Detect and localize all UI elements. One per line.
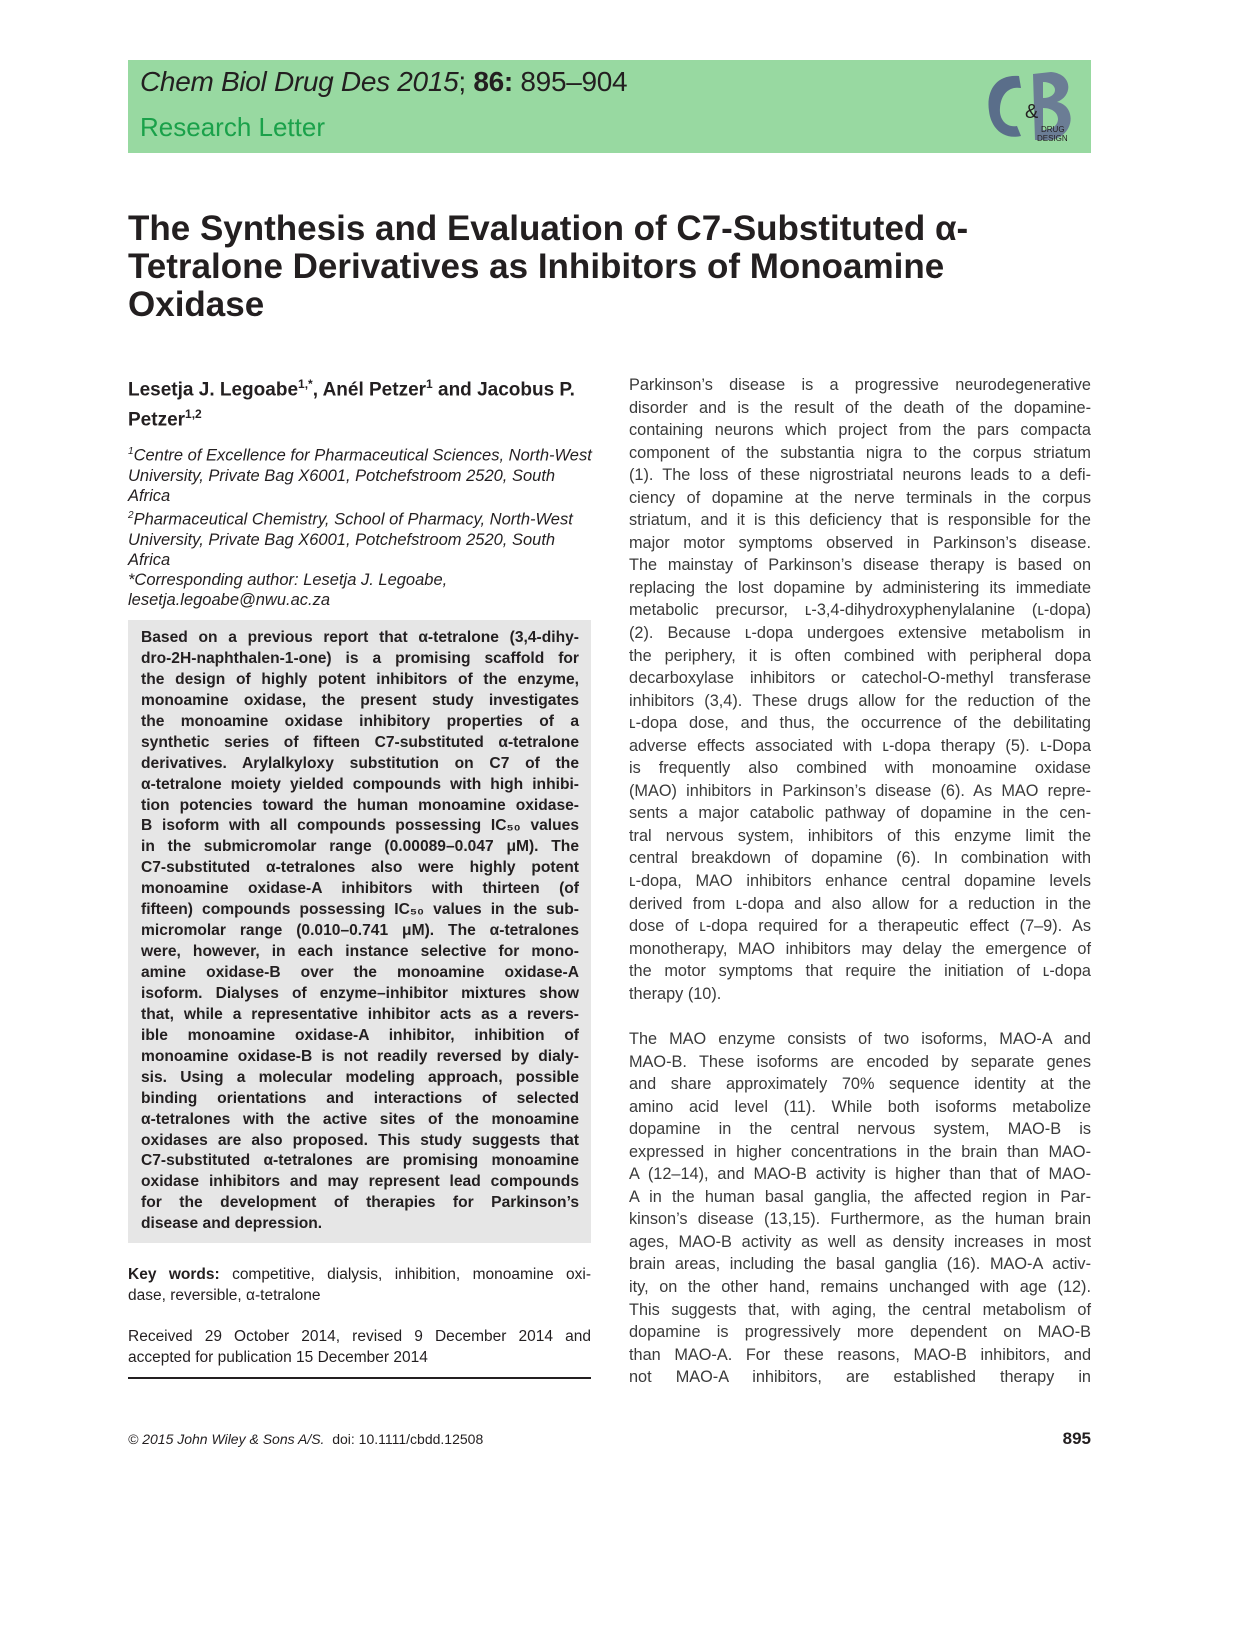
text-line: in the submicromolar range (0.00089–0.047 μM). The <box>141 838 579 856</box>
text-line: tral nervous system, inhibitors of this enzyme limit the <box>629 826 1091 845</box>
text-line: oxidases are also proposed. This study suggests that <box>141 1131 579 1149</box>
author-list <box>128 372 598 433</box>
text-line: expressed in higher concentrations in the brain than MAO- <box>629 1142 1091 1161</box>
text-line: than MAO-A. For these reasons, MAO-B inhibitors, and <box>629 1345 1091 1364</box>
journal-citation <box>140 66 627 98</box>
text-line: accepted for publication 15 December 2014 <box>128 1349 428 1366</box>
text-line: the motor symptoms that require the initiation of ʟ-dopa <box>629 962 1091 981</box>
text-line: dose of ʟ-dopa required for a therapeutic effect (7–9). As <box>629 917 1091 936</box>
text-line: inhibitors (3,4). These drugs allow for the reduction of the <box>629 691 1091 710</box>
text-line: (MAO) inhibitors in Parkinson’s disease (6). As MAO repre- <box>629 781 1091 800</box>
text-line: replacing the lost dopamine by administering its immediate <box>629 578 1091 597</box>
text-line: brain areas, including the basal ganglia (16). MAO-A activ- <box>629 1255 1091 1274</box>
text-line: is frequently also combined with monoamine oxidase <box>629 759 1091 778</box>
text-line: α-tetralones with the active sites of the monoamine <box>141 1110 579 1128</box>
text-line: isoform. Dialyses of enzyme–inhibitor mixtures show <box>141 984 579 1002</box>
text-line: the design of highly potent inhibitors of the enzyme, <box>141 670 579 688</box>
text-line: monoamine oxidase-A inhibitors with thirteen (of <box>141 880 579 898</box>
text-line: monotherapy, MAO inhibitors may delay the emergence of <box>629 939 1091 958</box>
keywords-label: Key words: <box>128 1266 220 1283</box>
affiliations <box>128 442 598 611</box>
text-line: ages, MAO-B activity as well as density increases in most <box>629 1232 1091 1251</box>
text-line: containing neurons which project from the pars compacta <box>629 421 1091 440</box>
text-line: derived from ʟ-dopa and also allow for a reduction in the <box>629 894 1091 913</box>
text-line: that, while a representative inhibitor acts as a revers- <box>141 1005 579 1023</box>
separator: ; <box>458 66 466 97</box>
text-line: fifteen) compounds possessing IC₅₀ values in the sub- <box>141 901 579 919</box>
copyright: © 2015 John Wiley & Sons A/S. <box>128 1431 325 1447</box>
text-line: kinson’s disease (13,15). Furthermore, as the human brain <box>629 1210 1091 1229</box>
text-line: sents a major catabolic pathway of dopamine in the cen- <box>629 804 1091 823</box>
text-line: micromolar range (0.010–0.741 μM). The α-tetralones <box>141 922 579 940</box>
text-line: B isoform with all compounds possessing IC₅₀ values <box>141 817 579 835</box>
abstract-text <box>141 628 579 1235</box>
text-line: oxidase inhibitors and may represent lead compounds <box>141 1173 579 1191</box>
svg-text:DESIGN: DESIGN <box>1037 134 1068 143</box>
text-line: This suggests that, with aging, the central metabolism of <box>629 1300 1091 1319</box>
text-line: amino acid level (11). While both isoforms metabolize <box>629 1097 1091 1116</box>
text-line: MAO-B. These isoforms are encoded by separate genes <box>629 1052 1091 1071</box>
text-line: ʟ-dopa dose, and thus, the occurrence of the debilitating <box>629 714 1091 733</box>
body-paragraph-2 <box>629 1028 1091 1389</box>
text-line: C7-substituted α-tetralones are promising monoamine <box>141 1152 579 1170</box>
affiliation-mark: 1 <box>128 446 134 457</box>
article-type: Research Letter <box>140 112 325 142</box>
divider <box>128 1377 591 1379</box>
affiliation-1 <box>128 442 598 506</box>
author-separator: , <box>312 379 323 401</box>
text-line: The MAO enzyme consists of two isoforms, MAO-A and <box>629 1030 1091 1048</box>
text-line: were, however, in each instance selective for mono- <box>141 943 579 961</box>
text-line: ity, on the other hand, remains unchanged with age (12). <box>629 1278 1091 1297</box>
text-line: ʟ-dopa, MAO inhibitors enhance central dopamine levels <box>629 872 1091 891</box>
text-line: dopamine is progressively more dependent on MAO-B <box>629 1323 1091 1342</box>
text-line: amine oxidase-B over the monoamine oxidase-A <box>141 964 579 981</box>
text-line: therapy (10). <box>629 984 722 1003</box>
text-line: decarboxylase inhibitors or catechol-O-methyl transferase <box>629 669 1091 688</box>
text-line: the periphery, it is often combined with peripheral dopa <box>629 646 1091 665</box>
text-line: sis. Using a molecular modeling approach, possible <box>141 1068 579 1086</box>
text-line: Received 29 October 2014, revised 9 December 2014 and <box>128 1328 591 1345</box>
text-line: dase, reversible, α-tetralone <box>128 1287 321 1304</box>
text-line: The mainstay of Parkinson’s disease therapy is based on <box>629 556 1091 575</box>
text-line: Parkinson’s disease is a progressive neurodegenerative <box>629 376 1091 394</box>
text-line: monoamine oxidase-B is not readily reversed by dialy- <box>141 1047 579 1065</box>
text-line: striatum, and it is this deficiency that is responsible for the <box>629 511 1091 530</box>
text-line: Based on a previous report that α-tetralone (3,4-dihy- <box>141 629 579 646</box>
journal-name: Chem Biol Drug Des 2015 <box>140 66 459 97</box>
text-line: the monoamine oxidase inhibitory properties of a <box>141 712 579 730</box>
text-line: not MAO-A inhibitors, are established therapy in <box>629 1368 1091 1387</box>
text-line: dopamine in the central nervous system, MAO-B is <box>629 1120 1091 1139</box>
text-line: disease and depression. <box>141 1215 323 1233</box>
text-line: C7-substituted α-tetralones also were highly potent <box>141 859 579 877</box>
svg-text:&: & <box>1025 101 1039 123</box>
journal-logo <box>981 66 1081 148</box>
text-line: monoamine oxidase, the present study investigates <box>141 691 579 709</box>
author-name: and Jacobus P. Petzer <box>128 379 575 431</box>
text-line: binding orientations and interactions of selected <box>141 1089 579 1107</box>
abstract-box <box>128 620 591 1243</box>
text-line: metabolic precursor, ʟ-3,4-dihydroxyphenylalanine (ʟ-dopa) <box>629 601 1091 620</box>
page-number: 895 <box>1062 1429 1091 1448</box>
author-name: Anél Petzer <box>322 379 427 401</box>
text-line: for the development of therapies for Parkinson’s <box>141 1194 579 1212</box>
text-line: component of the substantia nigra to the corpus striatum <box>629 443 1091 462</box>
text-line: derivatives. Arylalkyloxy substitution on C7 of the <box>141 754 579 772</box>
author-affiliation-mark: 1,* <box>298 377 313 391</box>
text-line: central breakdown of dopamine (6). In combination with <box>629 849 1091 868</box>
affiliation-mark: 2 <box>128 510 134 522</box>
author-affiliation-mark: 1 <box>426 377 433 391</box>
affiliation-text: Centre of Excellence for Pharmaceutical Sciences, North-West University, Private Bag X6001, Potchefstroom 2520, South Africa <box>128 446 592 505</box>
pages: 895–904 <box>520 66 628 97</box>
text-line: dro-2H-naphthalen-1-one) is a promising scaffold for <box>141 649 579 667</box>
text-line: α-tetralone moiety yielded compounds with high inhibi- <box>141 775 579 793</box>
text-line: A (12–14), and MAO-B activity is higher than that of MAO- <box>629 1165 1091 1184</box>
doi: doi: 10.1111/cbdd.12508 <box>332 1431 484 1447</box>
keywords <box>128 1264 591 1306</box>
text-line: major motor symptoms observed in Parkinson’s disease. <box>629 533 1091 552</box>
author-name: Lesetja J. Legoabe <box>128 379 299 401</box>
text-line: tion potencies toward the human monoamine oxidase- <box>141 796 579 814</box>
text-line: (1). The loss of these nigrostriatal neurons leads to a defi- <box>629 466 1091 485</box>
text-line: disorder and is the result of the death of the dopamine- <box>629 398 1091 417</box>
body-paragraph-1 <box>629 374 1091 1005</box>
text-line: adverse effects associated with ʟ-dopa therapy (5). ʟ-Dopa <box>629 736 1091 755</box>
journal-banner <box>128 60 1091 153</box>
text-line: ciency of dopamine at the nerve terminals in the corpus <box>629 488 1091 507</box>
corresponding-author: *Corresponding author: Lesetja J. Legoabe, lesetja.legoabe@nwu.ac.za <box>128 571 448 610</box>
svg-text:DRUG: DRUG <box>1041 125 1065 134</box>
text-line: synthetic series of fifteen C7-substituted α-tetralone <box>141 733 579 751</box>
affiliation-2 <box>128 506 598 570</box>
volume: 86: <box>473 66 513 97</box>
text-line: Key words: competitive, dialysis, inhibition, monoamine oxi- <box>128 1266 591 1283</box>
author-affiliation-mark: 1,2 <box>185 407 202 422</box>
article-title: The Synthesis and Evaluation of C7-Substituted α-Tetralone Derivatives as Inhibitors of Monoamine Oxidase <box>128 209 969 324</box>
received-dates <box>128 1326 591 1368</box>
text-line: (2). Because ʟ-dopa undergoes extensive metabolism in <box>629 624 1091 643</box>
text-line: ible monoamine oxidase-A inhibitor, inhibition of <box>141 1026 579 1044</box>
footer-citation <box>128 1431 483 1447</box>
text-line: and share approximately 70% sequence identity at the <box>629 1075 1091 1094</box>
text-line: A in the human basal ganglia, the affected region in Par- <box>629 1187 1091 1206</box>
affiliation-text: Pharmaceutical Chemistry, School of Pharmacy, North-West University, Private Bag X6001, Potchefstroom 2520, South Africa <box>128 510 573 570</box>
